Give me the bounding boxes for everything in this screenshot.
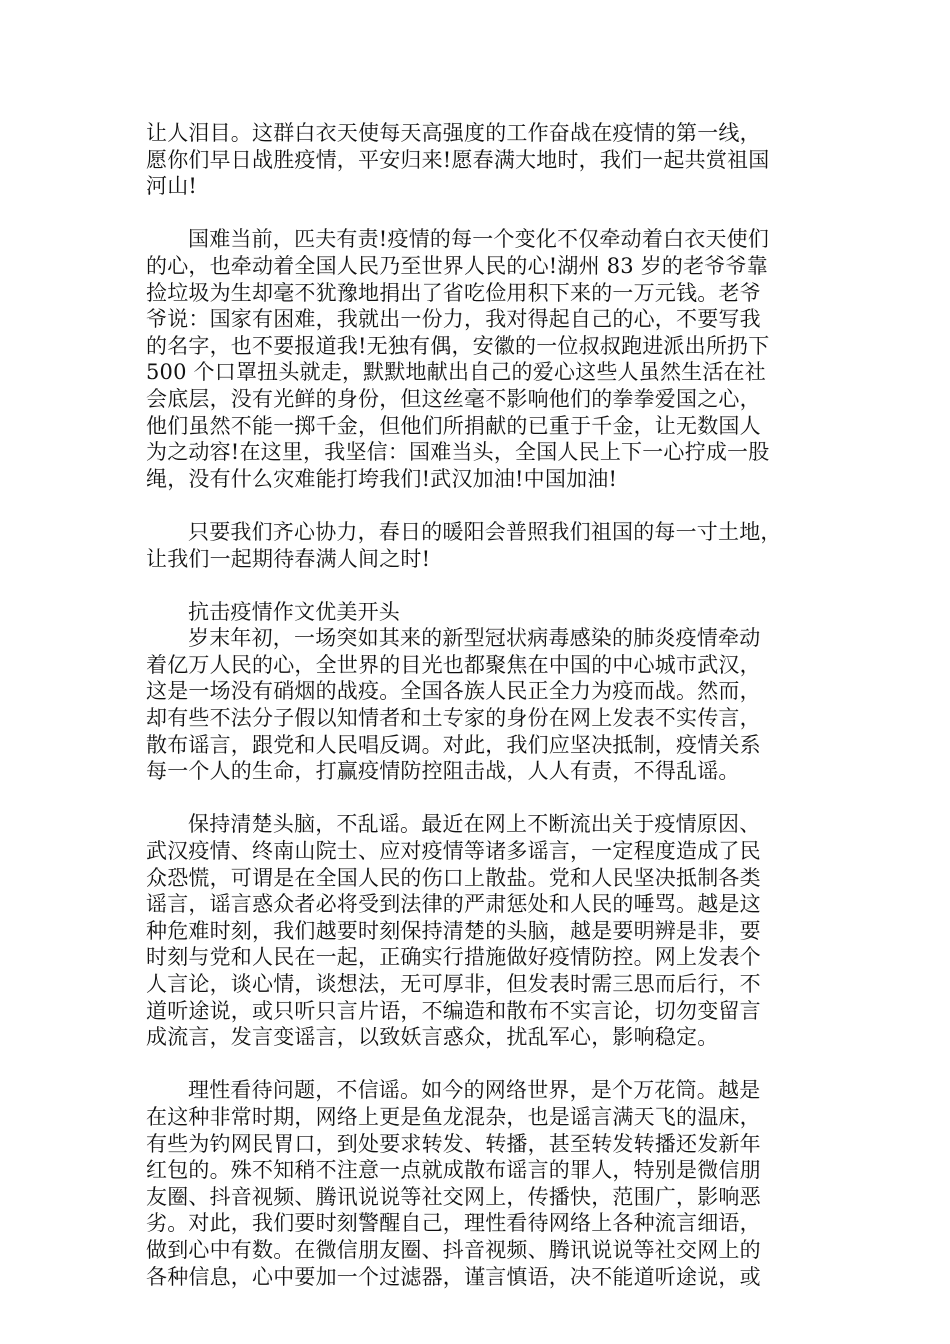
text-line: 愿你们早日战胜疫情，平安归来!愿春满大地时，我们一起共赏祖国 (146, 147, 770, 172)
paragraph-spacer (146, 492, 818, 519)
text-line: 500 个口罩扭头就走，默默地献出自己的爱心这些人虽然生活在社 (146, 360, 766, 385)
paragraph (146, 625, 818, 785)
text-line: 在这种非常时期，网络上更是鱼龙混杂，也是谣言满天飞的温床， (146, 1104, 761, 1129)
paragraph (146, 519, 818, 572)
text-line: 理性看待问题，不信谣。如今的网络世界，是个万花筒。越是 (188, 1078, 761, 1103)
text-line: 的心，也牵动着全国人民乃至世界人民的心!湖州 83 岁的老爷爷靠 (146, 253, 768, 278)
paragraph-spacer (146, 1051, 818, 1078)
text-line: 让人泪目。这群白衣天使每天高强度的工作奋战在疫情的第一线， (146, 121, 761, 145)
text-line: 谣言，谣言惑众者必将受到法律的严肃惩处和人民的唾骂。越是这 (146, 892, 761, 917)
text-line: 时刻与党和人民在一起，正确实行措施做好疫情防控。网上发表个 (146, 945, 761, 970)
text-line: 却有些不法分子假以知情者和土专家的身份在网上发表不实传言， (146, 706, 761, 731)
paragraph-spacer (146, 200, 818, 227)
text-line: 武汉疫情、终南山院士、应对疫情等诸多谣言，一定程度造成了民 (146, 839, 761, 864)
paragraph-spacer (146, 572, 818, 599)
text-line: 有些为钓网民胃口，到处要求转发、转播，甚至转发转播还发新年 (146, 1131, 761, 1156)
text-line: 为之动容!在这里，我坚信：国难当头，全国人民上下一心拧成一股 (146, 440, 770, 465)
paragraph-spacer (146, 785, 818, 812)
text-line: 众恐慌，可谓是在全国人民的伤口上散盐。党和人民坚决抵制各类 (146, 865, 761, 890)
text-line: 岁末年初，一场突如其来的新型冠状病毒感染的肺炎疫情牵动 (188, 626, 761, 651)
document-body (146, 120, 818, 1290)
text-line: 红包的。殊不知稍不注意一点就成散布谣言的罪人，特别是微信朋 (146, 1158, 761, 1183)
text-line: 让我们一起期待春满人间之时! (146, 546, 431, 571)
text-line: 的名字，也不要报道我!无独有偶，安徽的一位叔叔跑进派出所扔下 (146, 333, 770, 358)
paragraph (146, 226, 818, 492)
text-line: 这是一场没有硝烟的战疫。全国各族人民正全力为疫而战。然而， (146, 679, 761, 704)
paragraph (146, 120, 818, 200)
section-heading: 抗击疫情作文优美开头 (188, 599, 400, 624)
text-line: 他们虽然不能一掷千金，但他们所捐献的已重于千金，让无数国人 (146, 413, 761, 438)
text-line: 国难当前，匹夫有责!疫情的每一个变化不仅牵动着白衣天使们 (188, 227, 770, 252)
text-line: 每一个人的生命，打赢疫情防控阻击战，人人有责，不得乱谣。 (146, 759, 740, 784)
text-line: 保持清楚头脑，不乱谣。最近在网上不断流出关于疫情原因、 (188, 812, 761, 837)
text-line: 劣。对此，我们要时刻警醒自己，理性看待网络上各种流言细语， (146, 1211, 761, 1236)
text-line: 只要我们齐心协力，春日的暖阳会普照我们祖国的每一寸土地， (188, 519, 782, 544)
text-line: 爷说：国家有困难，我就出一份力，我对得起自己的心，不要写我 (146, 307, 761, 332)
text-line: 各种信息，心中要加一个过滤器，谨言慎语，决不能道听途说，或 (146, 1264, 761, 1289)
text-line: 做到心中有数。在微信朋友圈、抖音视频、腾讯说说等社交网上的 (146, 1237, 761, 1262)
text-line: 种危难时刻，我们越要时刻保持清楚的头脑，越是要明辨是非，要 (146, 918, 761, 943)
text-line: 河山! (146, 174, 198, 199)
paragraph (146, 811, 818, 1050)
text-line: 散布谣言，跟党和人民唱反调。对此，我们应坚决抵制，疫情关系 (146, 732, 761, 757)
text-line: 会底层，没有光鲜的身份，但这丝毫不影响他们的拳拳爱国之心， (146, 386, 761, 411)
paragraph (146, 1077, 818, 1290)
text-line: 捡垃圾为生却毫不犹豫地捐出了省吃俭用积下来的一万元钱。老爷 (146, 280, 761, 305)
text-line: 成流言，发言变谣言，以致妖言惑众，扰乱军心，影响稳定。 (146, 1025, 719, 1050)
text-line: 道听途说，或只听只言片语，不编造和散布不实言论，切勿变留言 (146, 998, 761, 1023)
text-line: 着亿万人民的心，全世界的目光也都聚焦在中国的中心城市武汉， (146, 652, 761, 677)
text-line: 人言论，谈心情，谈想法，无可厚非，但发表时需三思而后行，不 (146, 972, 761, 996)
text-line: 绳，没有什么灾难能打垮我们!武汉加油!中国加油! (146, 466, 618, 491)
text-line: 友圈、抖音视频、腾讯说说等社交网上，传播快，范围广，影响恶 (146, 1184, 761, 1209)
